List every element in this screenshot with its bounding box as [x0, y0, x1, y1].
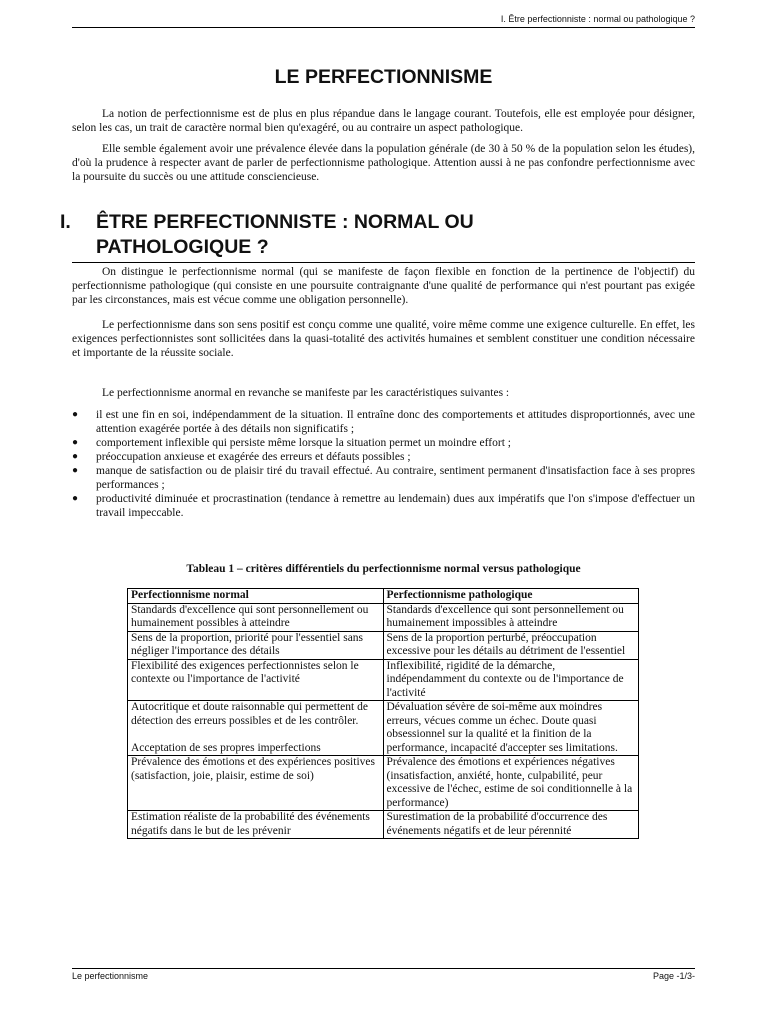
bullet-icon: ●: [72, 465, 79, 476]
table-cell: Flexibilité des exigences perfectionnistes selon le contexte ou l'importance de l'activité: [128, 659, 384, 701]
section-paragraph-1: On distingue le perfectionnisme normal (qui se manifeste de façon flexible en fonction de la pertinence de l'objectif) du perfectionnisme pathologique (qui consiste en une poursuite contraignante d'une qualité de performance qui n'est pourtant pas exigée par les circonstances, mais est vécue comme une obligation personnelle).: [72, 266, 695, 306]
page-footer: [72, 968, 695, 981]
table-cell-extra-text: Acceptation de ses propres imperfections: [131, 741, 321, 754]
intro-paragraph-2: Elle semble également avoir une prévalence élevée dans la population générale (de 30 à 50 % de la population selon les études), d'où la prudence à respecter avant de parler de perfectionnisme pathologique. Attention aussi à ne pas confondre perfectionnisme avec la poursuite du succès ou une attitude consciencieuse.: [72, 143, 695, 183]
section-paragraph-3: Le perfectionnisme anormal en revanche se manifeste par les caractéristiques suivantes :: [102, 387, 510, 399]
intro-paragraph-1: La notion de perfectionnisme est de plus en plus répandue dans le langage courant. Toutefois, elle est employée pour désigner, selon les cas, un trait de caractère normal bien qu'exagéré, ou au contraire un aspect pathologique.: [72, 108, 695, 134]
table-caption: Tableau 1 – critères différentiels du perfectionnisme normal versus pathologique: [186, 563, 581, 575]
table-cell: Prévalence des émotions et expériences négatives (insatisfaction, anxiété, honte, culpabilité, peur excessive de l'échec, estime de soi conditionnelle à la performance): [383, 756, 639, 811]
table-row: [128, 631, 639, 659]
table-cell: Sens de la proportion perturbé, préoccupation excessive pour les détails au détriment de l'essentiel: [383, 631, 639, 659]
table-row: [128, 756, 639, 811]
list-item-text: manque de satisfaction ou de plaisir tiré du travail effectué. Au contraire, sentiment permanent d'insatisfaction face à ses propres performances ;: [96, 465, 695, 491]
characteristics-list: [72, 408, 695, 520]
list-item-text: productivité diminuée et procrastination (tendance à remettre au lendemain) dues aux impératifs que l'on s'impose d'effectuer un travail impeccable.: [96, 493, 695, 519]
table-cell: Sens de la proportion, priorité pour l'essentiel sans négliger l'importance des détails: [128, 631, 384, 659]
table-cell: Surestimation de la probabilité d'occurrence des événements négatifs et de leur pérennité: [383, 811, 639, 839]
section-paragraph-2: Le perfectionnisme dans son sens positif est conçu comme une qualité, voire même comme une exigence culturelle. En effet, les exigences perfectionnistes sont sollicitées dans la quasi-totalité des activités humaines et semblent constituer une condition nécessaire et importante de la réussite sociale.: [72, 319, 695, 359]
table-cell: Estimation réaliste de la probabilité des événements négatifs dans le but de les prévenir: [128, 811, 384, 839]
list-item-text: il est une fin en soi, indépendamment de la situation. Il entraîne donc des comportements et attitudes disproportionnés, avec une attention exagérée portée à des détails non significatifs ;: [96, 409, 695, 435]
bullet-icon: ●: [72, 493, 79, 504]
list-item-text: préoccupation anxieuse et exagérée des erreurs et défauts possibles ;: [96, 451, 411, 463]
table-cell: Inflexibilité, rigidité de la démarche, indépendamment du contexte ou de l'importance de l'activité: [383, 659, 639, 701]
column-header-normal: Perfectionnisme normal: [128, 589, 384, 604]
table-cell: Standards d'excellence qui sont personnellement ou humainement impossibles à atteindre: [383, 603, 639, 631]
list-item: [72, 436, 695, 450]
running-header: I. Être perfectionniste : normal ou pathologique ?: [72, 14, 695, 28]
list-item: [72, 408, 695, 436]
list-item-text: comportement inflexible qui persiste même lorsque la situation permet un moindre effort ;: [96, 437, 511, 449]
list-item: [72, 492, 695, 520]
criteria-table: [127, 588, 639, 839]
bullet-icon: ●: [72, 451, 79, 462]
list-item: [72, 450, 695, 464]
page-title: LE PERFECTIONNISME: [274, 66, 493, 88]
table-cell: Prévalence des émotions et des expériences positives (satisfaction, joie, plaisir, estime de soi): [128, 756, 384, 811]
table-cell-text: Autocritique et doute raisonnable qui permettent de détection des erreurs possibles et de les contrôler.: [131, 701, 368, 727]
column-header-pathological: Perfectionnisme pathologique: [383, 589, 639, 604]
bullet-icon: ●: [72, 409, 79, 420]
section-number: I.: [60, 211, 71, 233]
footer-document-title: Le perfectionnisme: [72, 971, 149, 981]
section-divider: [72, 262, 695, 263]
section-title: ÊTRE PERFECTIONNISTE : NORMAL OU PATHOLOGIQUE ?: [96, 211, 474, 258]
footer-page-number: Page -1/3-: [652, 971, 695, 981]
table-cell: [128, 701, 384, 756]
table-cell: Dévaluation sévère de soi-même aux moindres erreurs, vécues comme un échec. Doute quasi obsessionnel sur la qualité et la finition de la performance, incapacité d'accepter ses limitations.: [383, 701, 639, 756]
table-row: [128, 603, 639, 631]
list-item: [72, 464, 695, 492]
bullet-icon: ●: [72, 437, 79, 448]
table-row: [128, 659, 639, 701]
table-row: [128, 811, 639, 839]
table-cell: Standards d'excellence qui sont personnellement ou humainement possibles à atteindre: [128, 603, 384, 631]
table-header-row: [128, 589, 639, 604]
table-row: [128, 701, 639, 756]
